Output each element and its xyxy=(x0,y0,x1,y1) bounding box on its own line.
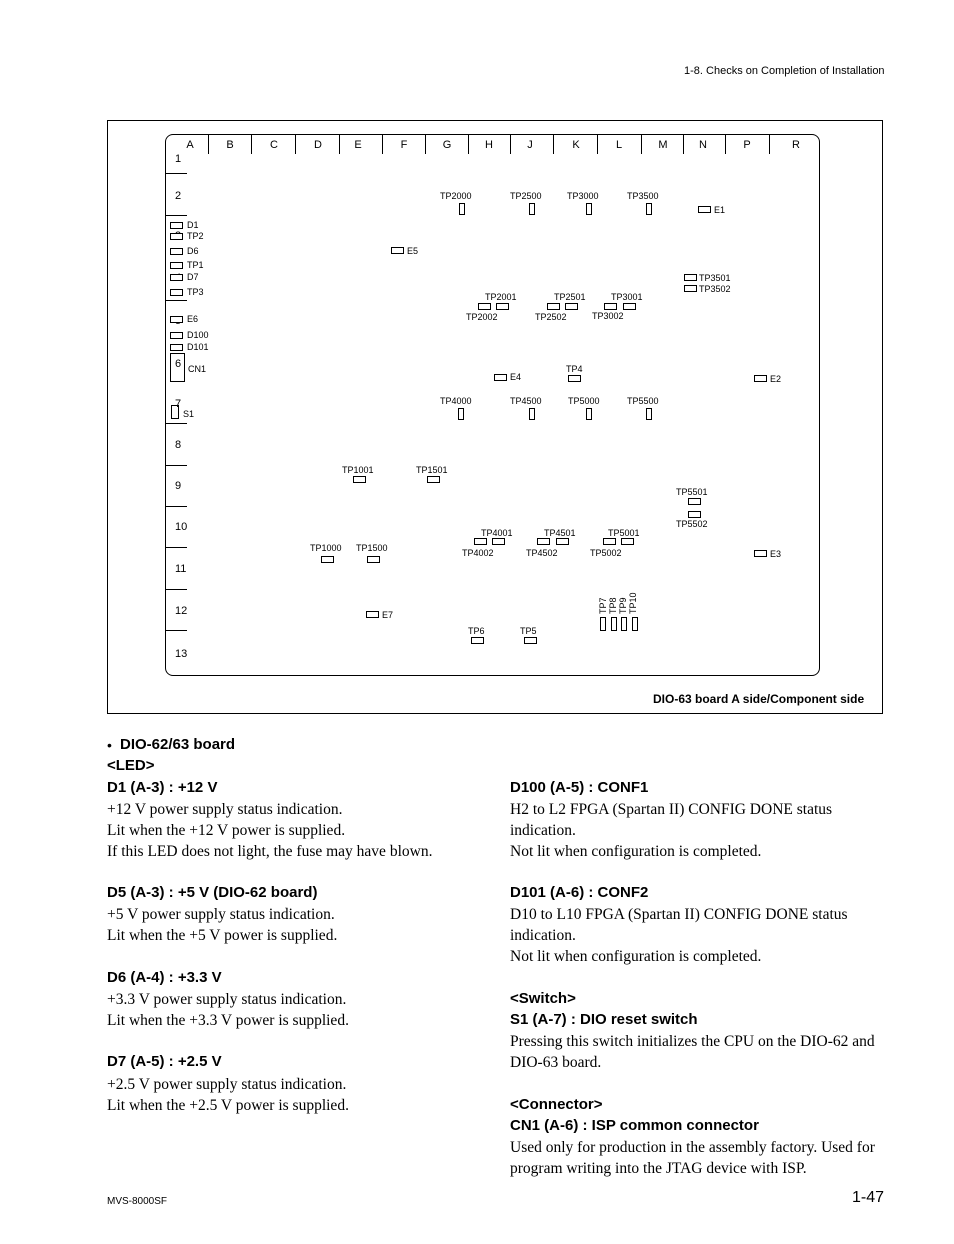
board-outline xyxy=(165,134,820,676)
connector-heading: <Connector> xyxy=(510,1096,603,1113)
testpoint-tp10 xyxy=(632,617,638,631)
row-label: 11 xyxy=(175,563,187,575)
label-tp4000: TP4000 xyxy=(440,396,472,406)
testpoint-tp4001 xyxy=(492,538,505,545)
label-tp1001: TP1001 xyxy=(342,465,374,475)
column-label: P xyxy=(743,139,751,151)
d6-line1: +3.3 V power supply status indication. xyxy=(107,991,347,1008)
row-label: 10 xyxy=(175,521,188,533)
testpoint-tp1001 xyxy=(353,476,366,483)
label-tp1501: TP1501 xyxy=(416,465,448,475)
label-tp4001: TP4001 xyxy=(481,528,513,538)
d5-line2: Lit when the +5 V power is supplied. xyxy=(107,927,338,944)
d7-line2: Lit when the +2.5 V power is supplied. xyxy=(107,1097,349,1114)
led-d100 xyxy=(170,332,183,339)
label-e6: E6 xyxy=(187,314,199,324)
label-tp2502: TP2502 xyxy=(535,312,567,322)
testpoint-tp6 xyxy=(471,637,484,644)
d6-title: D6 (A-4) : +3.3 V xyxy=(107,969,222,986)
d100-line3: Not lit when configuration is completed. xyxy=(510,843,762,860)
testpoint-tp3 xyxy=(170,289,183,296)
col-divider xyxy=(251,134,252,154)
testpoint-tp5 xyxy=(524,637,537,644)
label-tp3501: TP3501 xyxy=(699,273,731,283)
led-d101 xyxy=(170,344,183,351)
column-label: C xyxy=(270,139,278,151)
row-label: 2 xyxy=(175,190,182,202)
label-tp3001: TP3001 xyxy=(611,292,643,302)
testpoint-e3 xyxy=(754,550,767,557)
column-label: M xyxy=(658,139,668,151)
testpoint-tp4 xyxy=(568,375,581,382)
switch-heading: <Switch> xyxy=(510,990,576,1007)
label-cn1: CN1 xyxy=(188,364,207,374)
label-tp4002: TP4002 xyxy=(462,548,494,558)
d5-title: D5 (A-3) : +5 V (DIO-62 board) xyxy=(107,884,318,901)
label-d101: D101 xyxy=(187,342,209,352)
label-tp2: TP2 xyxy=(187,231,204,241)
label-tp4501: TP4501 xyxy=(544,528,576,538)
testpoint-tp2 xyxy=(170,233,183,240)
col-divider xyxy=(597,134,598,154)
testpoint-tp3000 xyxy=(586,203,592,215)
label-tp3002: TP3002 xyxy=(592,311,624,321)
label-tp3500: TP3500 xyxy=(627,191,659,201)
testpoint-tp5501 xyxy=(688,498,701,505)
testpoint-e2 xyxy=(754,375,767,382)
footer-model: MVS-8000SF xyxy=(107,1196,168,1207)
testpoint-e6 xyxy=(170,316,183,323)
led-d1 xyxy=(170,222,183,229)
label-tp3000: TP3000 xyxy=(567,191,599,201)
testpoint-e4 xyxy=(494,374,507,381)
col-divider xyxy=(725,134,726,154)
s1-title: S1 (A-7) : DIO reset switch xyxy=(510,1011,698,1028)
testpoint-e7 xyxy=(366,611,379,618)
label-tp4: TP4 xyxy=(566,364,583,374)
page-number: 1-47 xyxy=(852,1189,885,1206)
label-s1: S1 xyxy=(183,409,195,419)
label-tp2001: TP2001 xyxy=(485,292,517,302)
led-d7 xyxy=(170,274,183,281)
testpoint-e1 xyxy=(698,206,711,213)
testpoint-tp5000 xyxy=(586,408,592,420)
led-d6 xyxy=(170,248,183,255)
d1-line2: Lit when the +12 V power is supplied. xyxy=(107,822,346,839)
testpoint-tp4002 xyxy=(474,538,487,545)
row-divider xyxy=(165,506,187,507)
testpoint-tp1501 xyxy=(427,476,440,483)
col-divider xyxy=(382,134,383,154)
col-divider xyxy=(468,134,469,154)
label-tp5502: TP5502 xyxy=(676,519,708,529)
testpoint-tp3502 xyxy=(684,285,697,292)
d100-line1: H2 to L2 FPGA (Spartan II) CONFIG DONE status xyxy=(510,801,833,818)
testpoint-tp9 xyxy=(621,617,627,631)
label-tp4500: TP4500 xyxy=(510,396,542,406)
col-divider xyxy=(208,134,209,154)
label-tp2002: TP2002 xyxy=(466,312,498,322)
testpoint-tp4000 xyxy=(458,408,464,420)
testpoint-tp1500 xyxy=(367,556,380,563)
label-tp5500: TP5500 xyxy=(627,396,659,406)
col-divider xyxy=(553,134,554,154)
row-label: 7 xyxy=(175,398,182,410)
testpoint-tp4502 xyxy=(537,538,550,545)
label-d100: D100 xyxy=(187,330,209,340)
testpoint-tp2000 xyxy=(459,203,465,215)
d1-line3: If this LED does not light, the fuse may have blown. xyxy=(107,843,433,860)
label-tp9: TP9 xyxy=(618,597,628,614)
testpoint-tp3500 xyxy=(646,203,652,215)
testpoint-tp5001 xyxy=(621,538,634,545)
connector-cn1 xyxy=(170,353,185,382)
testpoint-tp2502 xyxy=(547,303,560,310)
label-d6: D6 xyxy=(187,246,199,256)
d5-line1: +5 V power supply status indication. xyxy=(107,906,335,923)
testpoint-tp5502 xyxy=(688,511,701,518)
label-d1: D1 xyxy=(187,220,199,230)
testpoint-tp2500 xyxy=(529,203,535,215)
column-label: G xyxy=(442,139,452,151)
testpoint-tp7 xyxy=(600,617,606,631)
testpoint-e5 xyxy=(391,247,404,254)
section-header: 1-8. Checks on Completion of Installation xyxy=(684,65,885,77)
row-label: 13 xyxy=(175,648,188,660)
label-e5: E5 xyxy=(407,246,419,256)
row-label: 6 xyxy=(175,358,182,370)
column-label: E xyxy=(354,139,362,151)
testpoint-tp4501 xyxy=(556,538,569,545)
row-divider xyxy=(165,589,187,590)
diagram-caption: DIO-63 board A side/Component side xyxy=(653,692,865,706)
d7-line1: +2.5 V power supply status indication. xyxy=(107,1076,347,1093)
testpoint-tp2002 xyxy=(478,303,491,310)
d1-title: D1 (A-3) : +12 V xyxy=(107,779,218,796)
label-tp5: TP5 xyxy=(520,626,537,636)
column-label: L xyxy=(615,139,623,151)
testpoint-tp5002 xyxy=(603,538,616,545)
col-divider xyxy=(510,134,511,154)
testpoint-tp2001 xyxy=(496,303,509,310)
d100-line2: indication. xyxy=(510,822,576,839)
cn1-title: CN1 (A-6) : ISP common connector xyxy=(510,1117,759,1134)
testpoint-tp2501 xyxy=(565,303,578,310)
column-label: F xyxy=(400,139,408,151)
label-tp5002: TP5002 xyxy=(590,548,622,558)
label-tp4502: TP4502 xyxy=(526,548,558,558)
col-divider xyxy=(641,134,642,154)
label-tp2500: TP2500 xyxy=(510,191,542,201)
switch-s1 xyxy=(171,405,179,419)
d101-line1: D10 to L10 FPGA (Spartan II) CONFIG DONE status xyxy=(510,906,848,923)
label-e3: E3 xyxy=(770,549,782,559)
row-divider xyxy=(165,630,187,631)
label-tp1: TP1 xyxy=(187,260,204,270)
testpoint-tp3501 xyxy=(684,274,697,281)
row-divider xyxy=(165,423,187,424)
row-divider xyxy=(165,300,187,301)
label-tp8: TP8 xyxy=(608,597,618,614)
testpoint-tp5500 xyxy=(646,408,652,420)
label-tp2000: TP2000 xyxy=(440,191,472,201)
label-tp3502: TP3502 xyxy=(699,284,731,294)
label-tp6: TP6 xyxy=(468,626,485,636)
led-heading: <LED> xyxy=(107,757,155,774)
label-tp10: TP10 xyxy=(628,592,638,614)
row-label: 12 xyxy=(175,605,188,617)
column-label: N xyxy=(699,139,707,151)
label-tp5000: TP5000 xyxy=(568,396,600,406)
d6-line2: Lit when the +3.3 V power is supplied. xyxy=(107,1012,349,1029)
d1-line1: +12 V power supply status indication. xyxy=(107,801,343,818)
col-divider xyxy=(425,134,426,154)
row-label: 1 xyxy=(175,153,182,165)
column-label: B xyxy=(226,139,234,151)
d101-title: D101 (A-6) : CONF2 xyxy=(510,884,649,901)
label-e4: E4 xyxy=(510,372,522,382)
cn1-line2: program writing into the JTAG device with ISP. xyxy=(510,1160,807,1177)
label-tp3: TP3 xyxy=(187,287,204,297)
column-label: A xyxy=(186,139,194,151)
bullet: • xyxy=(107,737,112,753)
col-divider xyxy=(339,134,340,154)
row-label: 9 xyxy=(175,480,182,492)
row-divider xyxy=(165,215,187,216)
d100-title: D100 (A-5) : CONF1 xyxy=(510,779,649,796)
d101-line3: Not lit when configuration is completed. xyxy=(510,948,762,965)
label-tp7: TP7 xyxy=(598,597,608,614)
row-label: 8 xyxy=(175,439,182,451)
column-label: R xyxy=(792,139,800,151)
testpoint-tp3001 xyxy=(623,303,636,310)
column-label: H xyxy=(485,139,493,151)
label-e2: E2 xyxy=(770,374,782,384)
s1-line1: Pressing this switch initializes the CPU on the DIO-62 and xyxy=(510,1033,875,1050)
testpoint-tp1 xyxy=(170,262,183,269)
s1-line2: DIO-63 board. xyxy=(510,1054,602,1071)
label-tp1000: TP1000 xyxy=(310,543,342,553)
cn1-line1: Used only for production in the assembly factory. Used for xyxy=(510,1139,875,1156)
column-label: K xyxy=(572,139,580,151)
d7-title: D7 (A-5) : +2.5 V xyxy=(107,1053,222,1070)
testpoint-tp4500 xyxy=(529,408,535,420)
label-tp1500: TP1500 xyxy=(356,543,388,553)
row-divider xyxy=(165,173,187,174)
label-e1: E1 xyxy=(714,205,726,215)
testpoint-tp1000 xyxy=(321,556,334,563)
d101-line2: indication. xyxy=(510,927,576,944)
row-divider xyxy=(165,547,187,548)
col-divider xyxy=(769,134,770,154)
testpoint-tp8 xyxy=(611,617,617,631)
label-e7: E7 xyxy=(382,610,394,620)
label-tp5501: TP5501 xyxy=(676,487,708,497)
col-divider xyxy=(683,134,684,154)
label-tp2501: TP2501 xyxy=(554,292,586,302)
row-divider xyxy=(165,465,187,466)
board-title: DIO-62/63 board xyxy=(120,736,236,753)
label-tp5001: TP5001 xyxy=(608,528,640,538)
col-divider xyxy=(295,134,296,154)
column-label: D xyxy=(314,139,322,151)
column-label: J xyxy=(527,139,533,151)
testpoint-tp3002 xyxy=(604,303,617,310)
label-d7: D7 xyxy=(187,272,199,282)
